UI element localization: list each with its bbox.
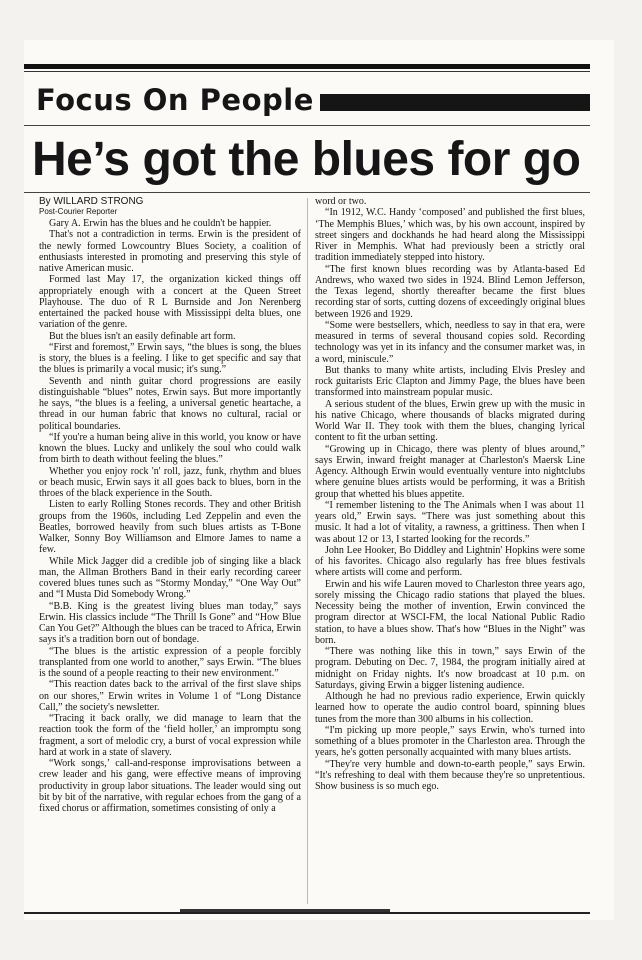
reporter-role: Post-Courier Reporter	[39, 207, 118, 216]
article-paragraph: “The blues is the artistic expression of a people forcibly transplanted from one world to another,” says Erwin. “The blues is the sound of a people reacting to their new environment.”	[39, 645, 301, 679]
article-paragraph: “Work songs,’ call-and-response improvisations between a crew leader and his gang, were effective means of improving productivity in group labor situations. The leader would sing out bit by bit of the narrative, with regular echoes from the gang of a fixed chorus or affirmation, sometimes consisting of only a	[39, 758, 301, 814]
top-rule-thin	[24, 71, 590, 72]
bottom-rule	[24, 912, 590, 914]
right-column-body	[315, 207, 585, 792]
section-rule	[24, 125, 590, 126]
article-paragraph: But thanks to many white artists, including Elvis Presley and rock guitarists Eric Clapton and Jimmy Page, the blues have been transformed into mainstream popular music.	[315, 364, 585, 399]
article-paragraph: Gary A. Erwin has the blues and he couldn't be happier.	[49, 218, 272, 229]
article-paragraph: Erwin and his wife Lauren moved to Charleston three years ago, sorely missing the Chicago radio stations that played the blues. Necessity being the mother of invention, Erwin convinced the program director at WSCI-FM, the local National Public Radio station, to have a blues show. That's how “Blues in the Night” was born.	[315, 578, 585, 646]
continuation-text: word or two.	[315, 196, 367, 207]
article-paragraph: “There was nothing like this in town,” says Erwin of the program. Debuting on Dec. 7, 1984, the program initially aired at midnight on Friday nights. It's now broadcast at 10 p.m. on Saturdays, giving Erwin a bigger listening audience.	[315, 646, 585, 691]
article-paragraph: “If you're a human being alive in this world, you know or have known the blues. Lucky and unlikely the soul who could walk from birth to death without feeling the blues.”	[39, 431, 301, 466]
section-bar	[320, 94, 590, 111]
section-title: Focus On People	[36, 82, 314, 117]
article-paragraph: A serious student of the blues, Erwin grew up with the music in his native Chicago, where thousands of blacks migrated during World War II. They took with them the blues, changing lyrical content to fit the urban setting.	[315, 398, 585, 444]
article-paragraph: “In 1912, W.C. Handy ‘composed’ and published the first blues, ‘The Memphis Blues,’ which was, by his own account, inspired by street singers and dockhands he had heard along the Mississippi River in Memphis. What had previously been a strictly oral tradition immediately stepped into history.	[315, 207, 585, 264]
article-paragraph: “Some were bestsellers, which, needless to say in that era, were measured in terms of several thousand copies sold. Recording technology was yet in its infancy and the consumer market was, in a word, miniscule.”	[315, 319, 585, 365]
article-column-left	[39, 196, 301, 908]
column-divider	[307, 198, 308, 904]
article-paragraph: Whether you enjoy rock 'n' roll, jazz, funk, rhythm and blues or beach music, Erwin says it all goes back to blues, born in the throes of the black experience in the South.	[39, 465, 301, 499]
article-paragraph: John Lee Hooker, Bo Diddley and Lightnin' Hopkins were some of his favorites. Chicago also regularly has free blues festivals where artists will come and perform.	[315, 544, 585, 579]
article-paragraph: “They're very humble and down-to-earth people,” says Erwin. “It's refreshing to deal with them because they're so unpretentious. Show business is so much ego.	[315, 758, 585, 792]
top-rule	[24, 64, 590, 69]
article-column-right	[315, 196, 585, 908]
article-paragraph: Seventh and ninth guitar chord progressions are easily distinguishable “blues” notes, Erwin says. But more importantly he says, “the blues is a feeling, a universal genetic heartache, a thread in our human fabric that knows no cultural, racial or political boundaries.	[39, 375, 301, 432]
article-paragraph: But the blues isn't an easily definable art form.	[49, 330, 236, 342]
headline: He’s got the blues for go	[32, 133, 581, 186]
article-paragraph: “I remember listening to the The Animals when I was about 11 years old,” Erwin says. “There was just something about this music. It had a lot of vitality, a rawness, a grittiness. Then when I was about 12 or 13, I started looking for the records.”	[315, 499, 585, 545]
bottom-rule-smudge	[180, 909, 390, 912]
article-paragraph: “Tracing it back orally, we did manage to learn that the reaction took the form of the ‘field holler,’ an impromptu song fragment, a sort of melodic cry, a burst of vocal expression while hard at work in a state of slavery.	[39, 713, 301, 758]
left-column-body	[39, 218, 301, 814]
article-paragraph: Listen to early Rolling Stones records. They and other British groups from the 1960s, including Led Zeppelin and even the Beatles, borrowed heavily from such blues artists as T-Bone Walker, Sonny Boy Williamson and Elmore James to name a few.	[39, 499, 301, 556]
headline-rule	[24, 192, 590, 193]
article-paragraph: “I'm picking up more people,” says Erwin, who's turned into something of a blues promoter in the Charleston area. Through the years, he's gotten personally acquainted with many blues artists.	[315, 724, 585, 759]
byline: By WILLARD STRONG	[39, 196, 144, 207]
article-paragraph: “B.B. King is the greatest living blues man today,” says Erwin. His classics include “The Thrill Is Gone” and “How Blue Can You Get?” Although the blues can be traced to Africa, Erwin says it's a tradition born out of bondage.	[39, 600, 301, 646]
article-paragraph: “This reaction dates back to the arrival of the first slave ships on our shores,” Erwin writes in Volume 1 of “Long Distance Call,” the society's newsletter.	[39, 679, 301, 713]
article-paragraph: While Mick Jagger did a credible job of singing like a black man, the Allman Brothers Band in their early recording career covered blues tunes such as “Stormy Monday,” “One Way Out” and “I Musta Did Somebody Wrong.”	[39, 555, 301, 601]
article-paragraph: “The first known blues recording was by Atlanta-based Ed Andrews, who waxed two sides in 1924. Blind Lemon Jefferson, the Texas legend, shortly thereafter became the first blues recording star of sorts, cutting dozens of exceedingly original blues between 1926 and 1929.	[315, 263, 585, 320]
section-header	[30, 82, 590, 118]
article-paragraph: “Growing up in Chicago, there was plenty of blues around,” says Erwin, inward freight manager at Charleston's Maersk Line Agency. Although Erwin would eventually venture into nightclubs where genuine blues artists would be performing, it was a British group that whetted his blues appetite.	[315, 443, 585, 500]
article-paragraph: Although he had no previous radio experience, Erwin quickly learned how to operate the audio control board, spinning blues tunes from the more than 300 albums in his collection.	[315, 691, 585, 725]
article-paragraph: Formed last May 17, the organization kicked things off appropriately enough with a concert at the Queen Street Playhouse. The duo of R L Burnside and Jon Nerenberg entertained the packed house with Mississippi delta blues, one variation of the genre.	[39, 274, 301, 331]
article-paragraph: That's not a contradiction in terms. Erwin is the president of the newly formed Lowcountry Blues Society, a coalition of enthusiasts interested in promoting and preserving this style of native American music.	[39, 229, 301, 274]
article-paragraph: “First and foremost,” Erwin says, “the blues is song, the blues is story, the blues is a feeling. I like to get specific and say that the blues is primarily a vocal music; it's sung.”	[39, 341, 301, 376]
